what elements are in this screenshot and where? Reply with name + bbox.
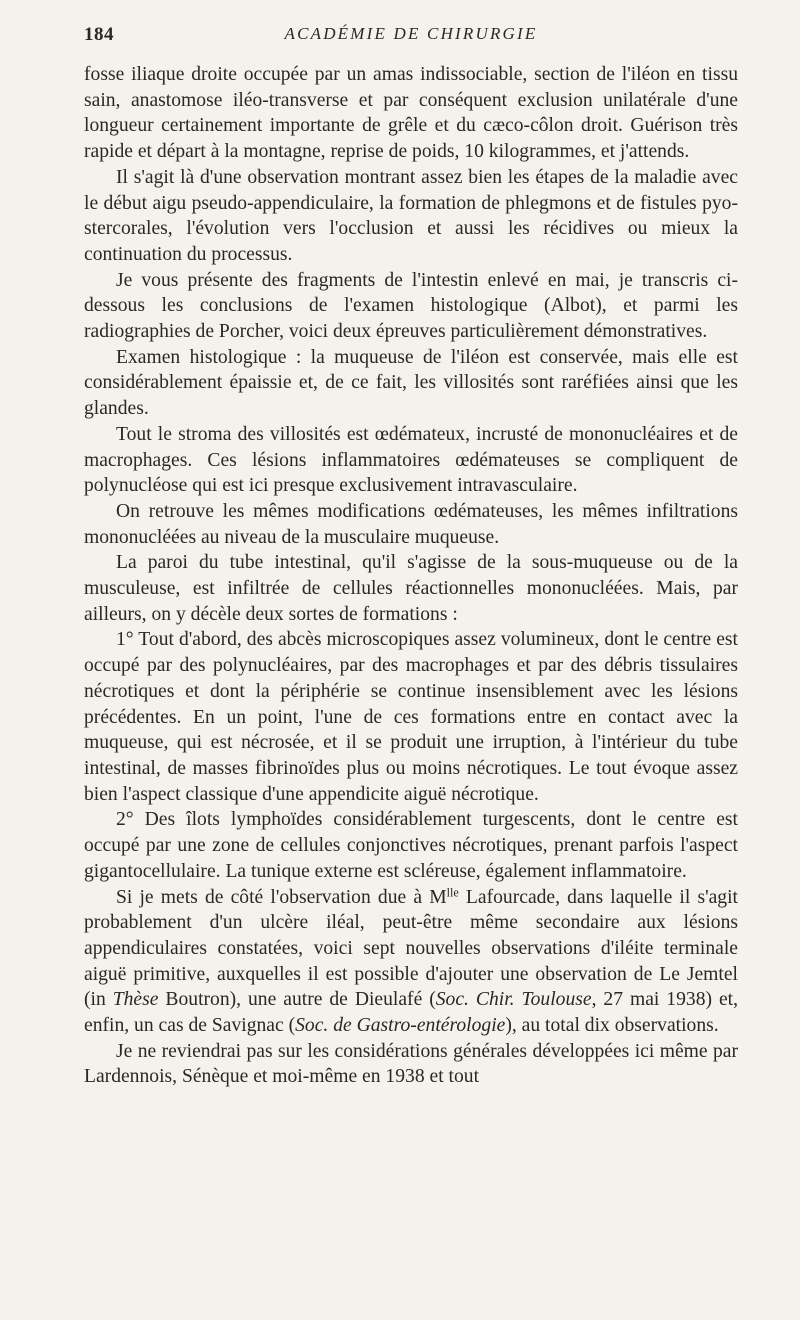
body-text xyxy=(84,62,738,1090)
paragraph: fosse iliaque droite occupée par un amas indissociable, section de l'iléon en tissu sain, anastomose iléo-transverse et par conséquent exclusion unilatérale d'une longueur certainement importante de grêle et du cæco-côlon droit. Guérison très rapide et départ à la montagne, reprise de poids, 10 kilogrammes, et j'attends. xyxy=(84,64,738,163)
paragraph: La paroi du tube intestinal, qu'il s'agisse de la sous-muqueuse ou de la musculeuse, est infiltrée de cellules réactionnelles mononucléées. Mais, par ailleurs, on y décèle deux sortes de formations : xyxy=(84,552,738,625)
paragraph: On retrouve les mêmes modifications œdémateuses, les mêmes infiltrations mononucléées au niveau de la musculaire muqueuse. xyxy=(84,500,738,548)
text-run: Lafourcade, dans laquelle il s'agit probablement d'un ulcère iléal, peut-être même secondaire aux lésions appendiculaires constatées, voici sept nouvelles observations d'iléite terminale aiguë primitive, auxquelles il est possible d'ajouter une observation de Le Jemtel (in xyxy=(84,886,738,1011)
text-run: Si je mets de côté l'observation due à M xyxy=(116,886,447,908)
italic-run: Soc. de Gastro-entérologie xyxy=(295,1015,506,1037)
italic-run: Thèse xyxy=(112,989,159,1011)
running-head: ACADÉMIE DE CHIRURGIE xyxy=(284,24,538,43)
paragraph: Examen histologique : la muqueuse de l'iléon est conservée, mais elle est considérablement épaissie et, de ce fait, les villosités sont raréfiées ainsi que les glandes. xyxy=(84,346,738,420)
paragraph: Je vous présente des fragments de l'intestin enlevé en mai, je transcris ci-dessous les conclusions de l'examen histologique (Albot), et parmi les radiographies de Porcher, voici deux épreuves particulièrement démonstratives. xyxy=(84,269,738,343)
superscript: lle xyxy=(446,884,459,899)
text-run: Boutron), une autre de Dieulafé ( xyxy=(158,989,436,1011)
page-number: 184 xyxy=(84,24,114,45)
paragraph: Il s'agit là d'une observation montrant assez bien les étapes de la maladie avec le début aigu pseudo-appendiculaire, la formation de phlegmons et de fistules pyo-stercorales, l'évolution vers l'occlusion et aussi les récidives ou mieux la continuation du processus. xyxy=(84,166,738,265)
paragraph-observations xyxy=(84,885,738,1039)
text-run: ), au total dix observations. xyxy=(505,1015,719,1037)
paragraph: Je ne reviendrai pas sur les considérations générales développées ici même par Lardennois, Sénèque et moi-même en 1938 et tout xyxy=(84,1040,738,1088)
page-header xyxy=(84,24,738,50)
paragraph: 2° Des îlots lymphoïdes considérablement turgescents, dont le centre est occupé par une zone de cellules conjonctives nécrotiques, prenant parfois l'aspect gigantocellulaire. La tunique externe est scléreuse, également inflammatoire. xyxy=(84,809,738,882)
paragraph: 1° Tout d'abord, des abcès microscopiques assez volumineux, dont le centre est occupé par des polynucléaires, par des macrophages et par des débris tissulaires nécrotiques et dont la périphérie se continue insensiblement avec les lésions précédentes. En un point, l'une de ces formations entre en contact avec la muqueuse, qui est nécrosée, et il se produit une irruption, à l'intérieur du tube intestinal, de masses fibrinoïdes plus ou moins nécrotiques. Le tout évoque assez bien l'aspect classique d'une appendicite aiguë nécrotique. xyxy=(84,629,738,805)
italic-run: Soc. Chir. Toulouse xyxy=(435,989,592,1011)
text-run: , 27 mai 1938) et, enfin, un cas de Savignac ( xyxy=(84,989,739,1037)
paragraph: Tout le stroma des villosités est œdémateux, incrusté de mononucléaires et de macrophages. Ces lésions inflammatoires œdémateuses se compliquent de polynucléose qui est ici presque exclusivement intravasculaire. xyxy=(84,423,738,497)
